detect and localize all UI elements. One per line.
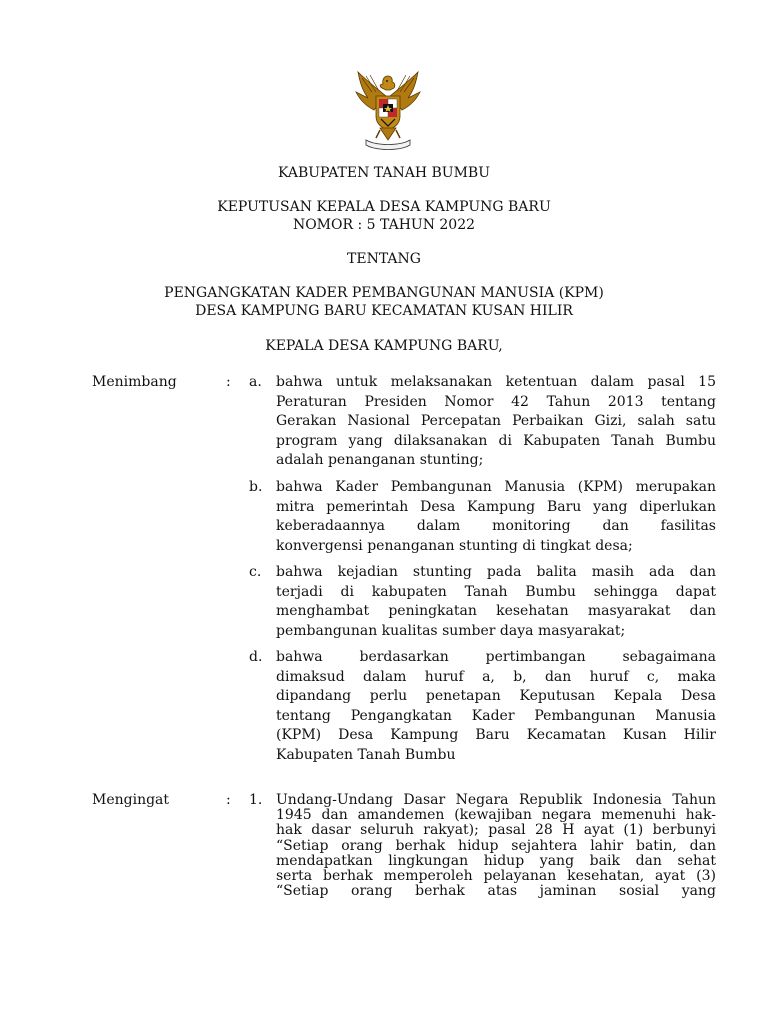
item-marker: b. [249, 479, 263, 495]
item-line: bahwa Kader Pembangunan Manusia (KPM) merupakan [276, 479, 716, 495]
item-line: menghambat peningkatan kesehatan masyarakat dan [276, 603, 716, 619]
item-line: hak dasar seluruh rakyat); pasal 28 H ayat (1) berbunyi [276, 822, 716, 839]
item-marker: c. [249, 564, 262, 580]
section-colon: : [226, 792, 231, 808]
item-line: bahwa kejadian stunting pada balita masih ada dan [276, 564, 716, 580]
item-line: program yang dilaksanakan di Kabupaten Tanah Bumbu [276, 432, 716, 449]
list-item [276, 373, 716, 471]
authority-line: KEPALA DESA KAMPUNG BARU, [265, 338, 503, 354]
item-line: 1945 dan amandemen (kewajiban negara memenuhi hak- [276, 807, 716, 824]
about-heading: TENTANG [347, 251, 421, 267]
list-item [276, 793, 716, 899]
item-line: Undang-Undang Dasar Negara Republik Indonesia Tahun [276, 792, 716, 808]
item-line: “Setiap orang berhak atas jaminan sosial yang [276, 883, 716, 900]
item-marker: 1. [249, 792, 263, 808]
item-line: Peraturan Presiden Nomor 42 Tahun 2013 tentang [276, 393, 716, 410]
item-line: tentang Pengangkatan Kader Pembangunan Manusia [276, 707, 716, 724]
item-line: serta berhak memperoleh pelayanan kesehatan, ayat (3) [276, 867, 716, 884]
decree-title: KEPUTUSAN KEPALA DESA KAMPUNG BARU [217, 199, 551, 215]
list-item [276, 648, 716, 765]
item-line: dimaksud dalam huruf a, b, dan huruf c, maka [276, 668, 716, 685]
item-line: keberadaannya dalam monitoring dan fasilitas [276, 518, 716, 534]
section-label: Mengingat [92, 792, 170, 808]
item-line: adalah penanganan stunting; [276, 452, 484, 468]
item-line: konvergensi penanganan stunting di tingkat desa; [276, 537, 633, 554]
item-line: pembangunan kualitas sumber daya masyarakat; [276, 622, 626, 639]
list-item [276, 563, 716, 641]
garuda-emblem [352, 66, 424, 152]
subject-line-1: PENGANGKATAN KADER PEMBANGUNAN MANUSIA (KPM) [164, 285, 604, 301]
decree-number: NOMOR : 5 TAHUN 2022 [292, 217, 476, 233]
item-line: terjadi di kabupaten Tanah Bumbu sehingga dapat [276, 583, 716, 600]
item-line: “Setiap orang berhak hidup sejahtera lahir batin, dan [276, 837, 716, 854]
list-item [276, 478, 716, 556]
section-colon: : [226, 374, 231, 390]
regency-heading: KABUPATEN TANAH BUMBU [277, 165, 491, 181]
item-line: (KPM) Desa Kampung Baru Kecamatan Kusan Hilir [276, 727, 716, 743]
item-line: bahwa untuk melaksanakan ketentuan dalam pasal 15 [276, 374, 716, 390]
section-label: Menimbang [92, 374, 177, 390]
item-marker: d. [249, 649, 263, 665]
item-line: dipandang perlu penetapan Keputusan Kepala Desa [276, 688, 716, 704]
item-line: mitra pemerintah Desa Kampung Baru yang diperlukan [276, 498, 716, 515]
item-line: mendapatkan lingkungan hidup yang baik dan sehat [276, 852, 716, 869]
item-line: Gerakan Nasional Percepatan Perbaikan Gizi, salah satu [276, 413, 716, 429]
subject-line-2: DESA KAMPUNG BARU KECAMATAN KUSAN HILIR [195, 303, 573, 319]
item-line: Kabupaten Tanah Bumbu [276, 746, 456, 763]
item-marker: a. [249, 374, 262, 390]
item-line: bahwa berdasarkan pertimbangan sebagaimana [276, 649, 716, 665]
